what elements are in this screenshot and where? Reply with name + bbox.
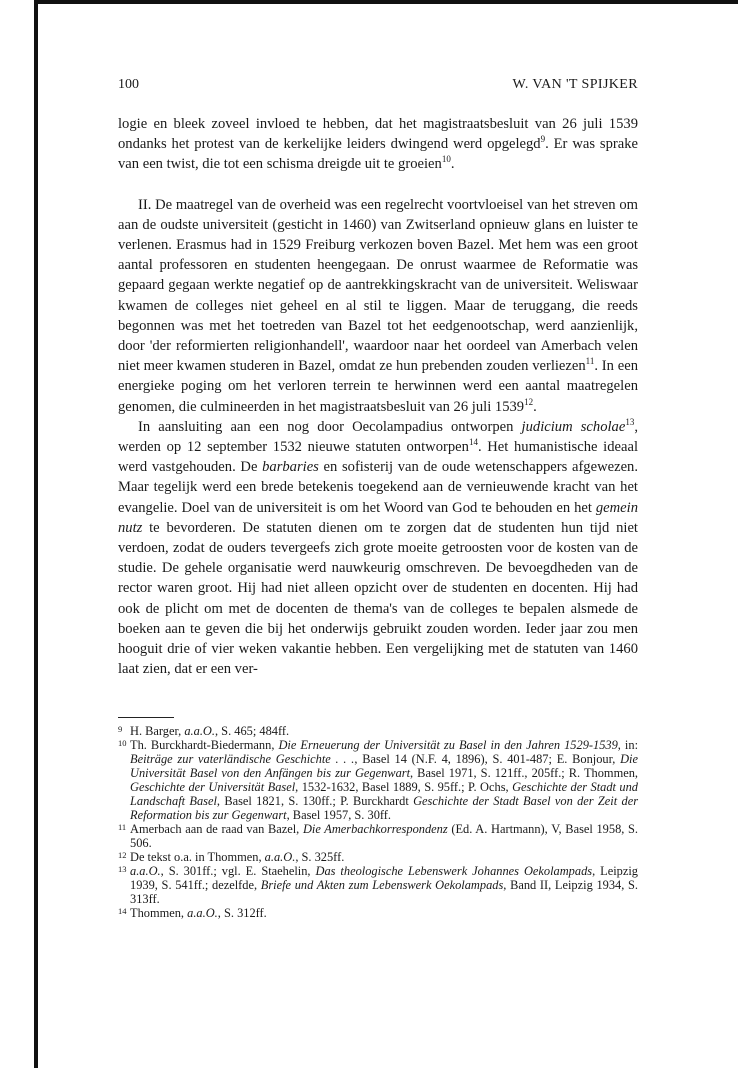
footnote-ref-9: 9 (540, 134, 546, 145)
footnote-text: Thommen, (130, 906, 188, 921)
p3-text-a: In aansluiting aan een nog door Oecolampadius ontworpen (138, 418, 522, 435)
footnote-text: Th. Burckhardt-Biedermann, (130, 738, 279, 753)
p2-text-a: II. De maatregel van de overheid was een regelrecht voortvloeisel van het streven om aan de oudste universiteit (gesticht in 1460) van Zwitserland opnieuw glans en luister te verlenen. Erasmus had in 1529 Freiburg verkozen boven Bazel. Met hem was een groot aantal professoren en studenten heengegaan. De onrust waarmee de Reformatie was gepaard gegaan werkte negatief op de aantrekkingskracht van de universiteit. Weliswaar kwamen de colleges niet geheel en al stil te liggen. Maar de teruggang, die reeds begonnen was met het toetreden van Bazel tot het eedgenootschap, werd aanzienlijk, door 'der reformierten religionhandell', waardoor naar het oordeel van Amerbach velen niet meer kwamen studeren in Bazel, omdat ze hun prebenden zouden verliezen (118, 196, 638, 375)
p3-text-c: . Het humanistische ideaal werd vastgehouden. De (118, 439, 638, 476)
footnote-text: , in: (617, 738, 639, 753)
footnote-text: De tekst o.a. in Thommen, (130, 850, 265, 865)
footnote-text: , 1532-1632, Basel 1889, S. 95ff.; P. Ochs, (295, 780, 513, 795)
footnote-text: , S. 301ff.; vgl. E. Staehelin, (160, 864, 316, 879)
paragraph-1 (118, 114, 638, 175)
footnote-13 (118, 864, 638, 906)
footnote-text: , Band II, Leipzig 1934, S. 313ff. (130, 878, 638, 907)
footnote-text: , S. 465; 484ff. (214, 724, 290, 739)
footnote-text: , Basel 1971, S. 121ff., 205ff.; R. Thommen, (410, 766, 638, 781)
footnote-ref-11: 11 (585, 356, 595, 367)
footnote-14 (118, 906, 638, 920)
footnote-ref-10: 10 (441, 154, 451, 165)
page (118, 76, 638, 920)
scan-edge-top (34, 0, 738, 4)
footnote-ref-14: 14 (468, 437, 478, 448)
page-number: 100 (118, 77, 139, 92)
footnote-italic: Geschichte der Stadt und Landschaft Basel (130, 780, 638, 809)
footnote-number: 11 (118, 822, 127, 833)
footnote-italic: Die Universität Basel von den Anfängen bis zur Gegenwart (130, 752, 638, 781)
footnote-text: , Basel 1957, S. 30ff. (286, 808, 392, 823)
p1-text-b: . Er was sprake van een twist, die tot een schisma dreigde uit te groeien (118, 136, 638, 173)
footnote-text: , Leipzig 1939, S. 541ff.; dezelfde, (130, 864, 639, 893)
p2-text-b: . In een energieke poging om het verloren terrein te herwinnen werd een aantal maatregelen genomen, die culmineerden in het magistraatsbesluit van 26 juli 1539 (118, 358, 639, 415)
p3-text-b: , werden op 12 september 1532 nieuwe statuten ontworpen (118, 418, 638, 456)
footnote-number: 10 (118, 738, 127, 749)
footnote-text: , S. 325ff. (295, 850, 345, 865)
paragraph-2 (118, 195, 638, 417)
footnote-italic: Die Amerbachkorrespondenz (302, 822, 448, 837)
footnote-italic: a.a.O. (130, 864, 161, 879)
footnote-italic: Beiträge zur vaterländische Geschichte . . . (130, 752, 355, 767)
footnote-italic: Das theologische Lebenswerk Johannes Oekolampads (315, 864, 593, 879)
footnote-number: 14 (118, 906, 127, 917)
footnote-rule (118, 717, 174, 718)
running-title: W. VAN 'T SPIJKER (512, 77, 638, 92)
scan-edge-left (34, 0, 38, 1068)
footnote-ref-12: 12 (524, 396, 534, 407)
footnote-ref-13: 13 (625, 416, 635, 427)
footnote-text: , Basel 14 (N.F. 4, 1896), S. 401-487; E. Bonjour, (354, 752, 621, 767)
footnote-italic: Die Erneuerung der Universität zu Basel in den Jahren 1529-1539 (278, 738, 618, 753)
footnote-12 (118, 850, 638, 864)
footnote-italic: a.a.O. (184, 724, 215, 739)
footnote-italic: a.a.O. (187, 906, 218, 921)
footnote-number: 12 (118, 850, 127, 861)
footnote-9 (118, 724, 638, 738)
footnote-italic: a.a.O. (264, 850, 296, 865)
p1-text-a: logie en bleek zoveel invloed te hebben, dat het magistraatsbesluit van 26 juli 1539 ondanks het protest van de kerkelijke leiders dwingend werd opgelegd (118, 116, 638, 153)
p3-text-e: te bevorderen. De statuten dienen om te zorgen dat de studenten hun tijd niet verdoen, zodat de ouders tevergeefs zich grote moeite getroosten voor de kosten van de studie. De gehele organisatie werd nauwkeurig omschreven. De bevoegdheden van de rector waren groot. Hij had niet alleen opzicht over de studenten en docenten. Hij had ook de plicht om met de docenten de thema's van de colleges te bepalen alsmede de boeken aan te geven die bij het onderwijs gebruikt zouden worden. Ieder jaar zou men hooguit drie of vier weken vakantie hebben. Een vergelijking met de statuten van 1460 laat zien, dat er een ver- (118, 519, 638, 678)
paragraph-3 (118, 417, 638, 680)
footnote-text: Amerbach aan de raad van Bazel, (130, 822, 303, 837)
p3-italic-gemein-nutz: gemein nutz (118, 499, 638, 536)
footnotes (118, 724, 638, 920)
p2-text-c: . (533, 398, 537, 415)
footnote-text: H. Barger, (130, 724, 185, 739)
footnote-text: , S. 312ff. (217, 906, 267, 921)
running-header (118, 76, 638, 94)
p3-text-d: en sofisterij van de oude wetenschappers afgewezen. Maar tegelijk werd een brede betekenis toegekend aan de vernieuwende kracht van het evangelie. Doel van de universiteit is om het Woord van God te behouden en het (118, 459, 639, 516)
footnote-italic: Geschichte der Universität Basel (130, 780, 296, 795)
p1-text-c: . (450, 156, 455, 173)
p3-italic-barbaries: barbaries (262, 459, 319, 476)
footnote-number: 9 (118, 724, 123, 735)
footnote-11 (118, 822, 638, 850)
footnote-text: , Basel 1821, S. 130ff.; P. Burckhardt (216, 794, 414, 809)
p3-italic-judicium: judicium scholae (521, 418, 626, 435)
footnote-number: 13 (118, 864, 127, 875)
footnote-text: (Ed. A. Hartmann), V, Basel 1958, S. 506. (130, 822, 639, 851)
footnote-italic: Geschichte der Stadt Basel von der Zeit der Reformation bis zur Gegenwart (130, 794, 639, 823)
footnote-italic: Briefe und Akten zum Lebenswerk Oekolampads (260, 878, 504, 893)
footnote-10 (118, 738, 638, 822)
